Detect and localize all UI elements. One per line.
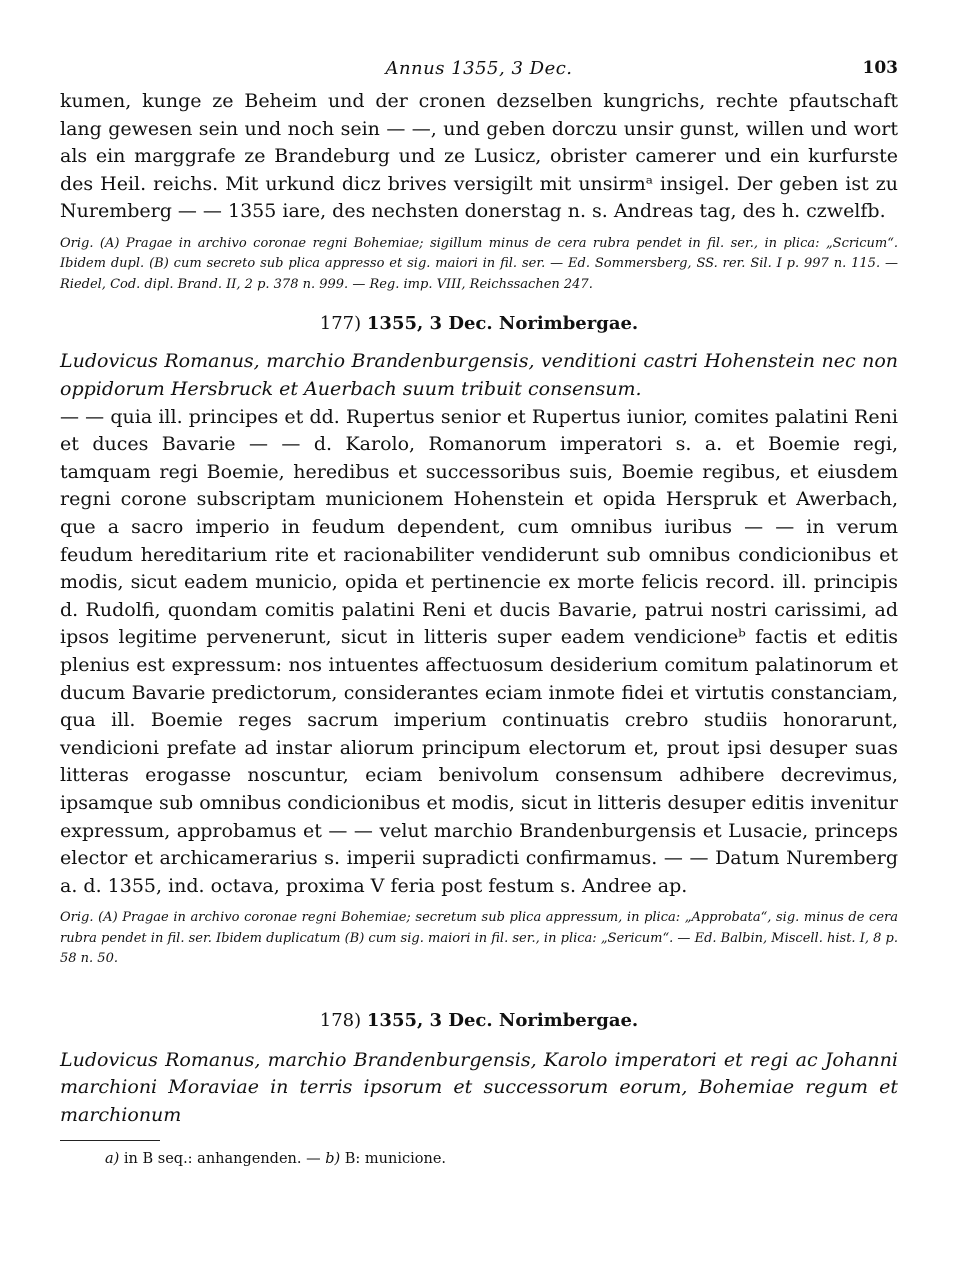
doc-178-number: 178) (319, 1009, 362, 1031)
doc-178-heading (60, 1010, 898, 1031)
footnotes (60, 1149, 898, 1169)
doc-178-regest: Ludovicus Romanus, marchio Brandenburgensis, Karolo imperatori et regi ac Johanni marchioni Moraviae in terris ipsorum et successorum eorum, Bohemiae regum et marchionum (60, 1048, 898, 1127)
footnote-b-marker: b) (325, 1150, 341, 1167)
doc-178-date: 1355, 3 Dec. Norimbergae. (366, 1009, 639, 1031)
doc-177-date: 1355, 3 Dec. Norimbergae. (366, 313, 639, 335)
doc-177-source-note: Orig. (A) Pragae in archivo coronae regni Bohemiae; secretum sub plica appressum, in plica: „Approbata“, sig. minus de cera rubra pendet in fil. ser. Ibidem duplicatum (B) cum sig. maiori in fil. ser., in plica: „Sericum“. — Ed. Balbin, Miscell. hist. I, 8 p. 58 n. 50. (60, 910, 898, 967)
doc-177-regest: Ludovicus Romanus, marchio Brandenburgensis, venditioni castri Hohenstein nec non oppidorum Hersbruck et Auerbach suum tribuit consensum. (60, 350, 898, 401)
doc-177-text: — — quia ill. principes et dd. Rupertus senior et Rupertus iunior, comites palatini Reni et duces Bavarie — — d. Karolo, Romanorum imperatori s. a. et Boemie regi, tamquam regi Boemie, heredibus et successoribus suis, Boemie regibus, et eiusdem regni corone subscriptam municionem Hohenstein et opida Herspruk et Awerbach, que a sacro imperio in feudum dependent, cum omnibus iuribus — — in verum feudum hereditarium rite et racionabiliter vendiderunt sub omnibus condicionibus et modis, sicut eadem municio, opida et pertinencie ex morte felicis record. ill. principis d. Rudolfi, quondam comitis palatini Reni et ducis Bavarie, patrui nostri carissimi, ad ipsos legitime pervenerunt, sicut in litteris super eadem vendicioneᵇ factis et editis plenius est expressum: nos intuentes affectuosum desiderium comitum palatinorum et ducum Bavarie predictorum, considerantes eciam inmote fidei et virtutis constanciam, qua ill. Boemie reges sacrum imperium continuatis crebro studiis honorarunt, vendicioni prefate ad instar aliorum principum electorum et, prout ipsi desuper suas litteras erogasse noscuntur, eciam benivolum consensum adhibere decrevimus, ipsamque sub omnibus condicionibus et modis, sicut in litteris desuper editis invenitur expressum, approbamus et — — velut marchio Brandenburgensis et Lusacie, princeps elector et archicamerarius s. imperii supradicti confirmamus. — — Datum Nuremberg a. d. 1355, ind. octava, proxima V feria post festum s. Andree ap. (60, 405, 898, 897)
running-head (60, 58, 898, 88)
footnote-a-marker: a) (105, 1150, 120, 1167)
prev-doc-text: kumen, kunge ze Beheim und der cronen dezselben kungrichs, rechte pfautschaft lang gewesen sein und noch sein — —, und geben dorczu unsir gunst, willen und wort als ein marggrafe ze Brandeburg und ze Lusicz, obrister camerer und ein kurfurste des Heil. reichs. Mit urkund dicz brives versigilt mit unsirmᵃ insigel. Der geben ist zu Nuremberg — — 1355 iare, des nechsten donerstag n. s. Andreas tag, des h. czwelfb. (60, 90, 898, 223)
footnote-rule (60, 1140, 160, 1141)
prev-doc-source-note: Orig. (A) Pragae in archivo coronae regni Bohemiae; sigillum minus de cera rubra pendet in fil. ser., in plica: „Scricum“. Ibidem dupl. (B) cum secreto sub plica appresso et sig. maiori in fil. ser. — Ed. Sommersberg, SS. rer. Sil. I p. 997 n. 115. — Riedel, Cod. dipl. Brand. II, 2 p. 378 n. 999. — Reg. imp. VIII, Reichssachen 247. (60, 235, 898, 292)
page (60, 58, 898, 1169)
page-number: 103 (862, 58, 898, 78)
doc-177-number: 177) (319, 313, 362, 335)
footnote-a-text: in B seq.: anhangenden. — (123, 1150, 321, 1167)
footnote-b-text: B: municione. (344, 1150, 447, 1167)
running-title: Annus 1355, 3 Dec. (385, 58, 573, 79)
doc-177-heading (60, 313, 898, 334)
